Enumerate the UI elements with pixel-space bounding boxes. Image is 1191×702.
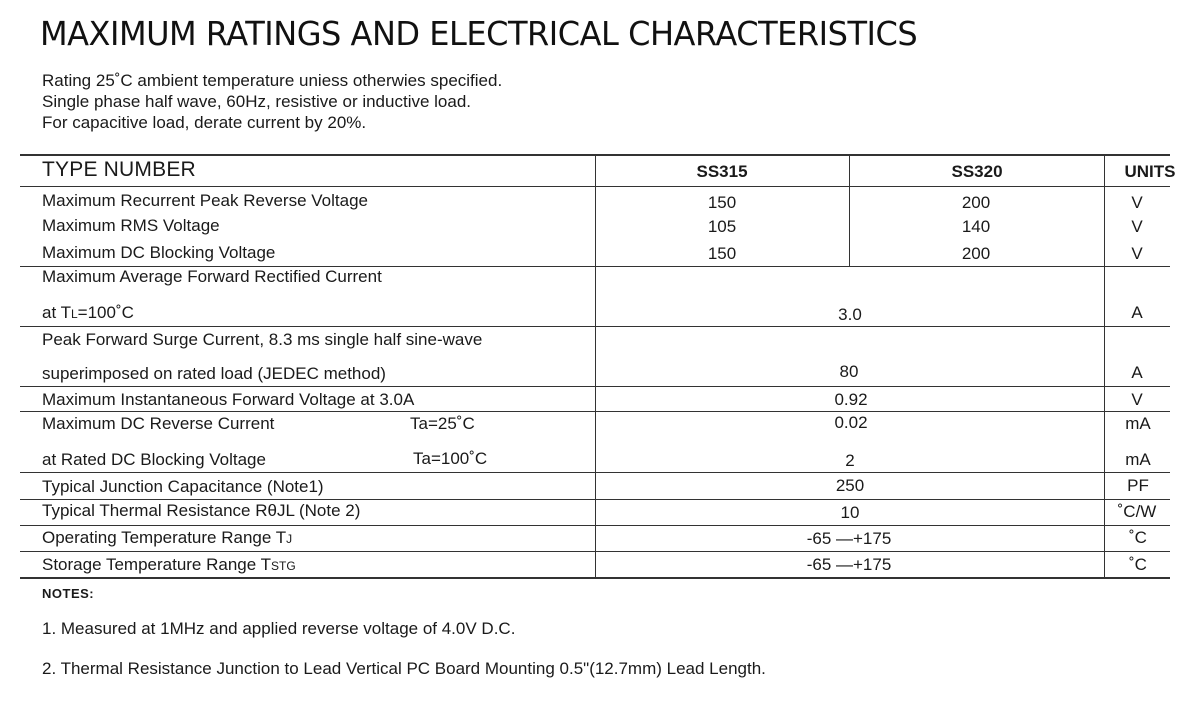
row-unit: PF	[1127, 476, 1149, 495]
header-ss315: SS315	[696, 162, 748, 181]
row-unit: mA	[1125, 450, 1151, 469]
row-unit: A	[1131, 363, 1143, 382]
row-condition: Ta=100˚C	[413, 449, 488, 468]
row-unit: V	[1131, 217, 1143, 236]
intro-conditions	[42, 70, 502, 133]
row-value: 0.92	[834, 390, 868, 409]
header-ss320: SS320	[951, 162, 1003, 181]
intro-line: Rating 25˚C ambient temperature uniess otherwies specified.	[42, 71, 503, 90]
row-label-line2: at Rated DC Blocking Voltage	[42, 450, 266, 469]
row-unit: V	[1131, 193, 1143, 212]
intro-line: Single phase half wave, 60Hz, resistive or inductive load.	[42, 92, 472, 111]
table-rule	[595, 155, 596, 578]
header-units: UNITS	[1124, 162, 1176, 181]
row-label	[42, 555, 296, 576]
row-value-ss320: 200	[961, 193, 991, 212]
row-label: Maximum Recurrent Peak Reverse Voltage	[42, 191, 368, 210]
label-text: Storage Temperature Range T	[42, 555, 272, 574]
row-value-ss320: 140	[961, 217, 991, 236]
table-rule	[849, 155, 850, 267]
row-value: 80	[839, 362, 859, 381]
row-label: Maximum DC Reverse Current	[42, 414, 275, 433]
row-label: Typical Junction Capacitance (Note1)	[42, 477, 324, 496]
subscript-text: L	[70, 307, 78, 321]
row-value-ss320: 200	[961, 244, 991, 263]
table-rule	[1104, 155, 1105, 578]
note-item: 1. Measured at 1MHz and applied reverse voltage of 4.0V D.C.	[42, 619, 516, 638]
note-item: 2. Thermal Resistance Junction to Lead Vertical PC Board Mounting 0.5"(12.7mm) Lead Length.	[42, 659, 766, 678]
row-condition: Ta=25˚C	[410, 414, 475, 433]
row-value: -65 —+175	[806, 555, 892, 574]
label-text: at T	[42, 303, 71, 322]
header-type-number: TYPE NUMBER	[42, 158, 196, 181]
row-label: Maximum Instantaneous Forward Voltage at 3.0A	[42, 390, 415, 409]
row-value: 2	[845, 451, 855, 470]
page-title: MAXIMUM RATINGS AND ELECTRICAL CHARACTERISTICS	[40, 14, 918, 53]
row-value-ss315: 150	[707, 193, 737, 212]
label-text: Operating Temperature Range T	[42, 528, 287, 547]
row-value: 250	[835, 476, 865, 495]
row-unit: ˚C	[1129, 555, 1147, 574]
notes-title: NOTES:	[42, 586, 95, 601]
row-value-ss315: 150	[707, 244, 737, 263]
row-label: Maximum DC Blocking Voltage	[42, 243, 276, 262]
row-value-ss315: 105	[707, 217, 737, 236]
row-label	[42, 528, 292, 549]
row-unit: ˚C/W	[1117, 502, 1157, 521]
row-unit: V	[1131, 244, 1143, 263]
row-unit: V	[1131, 390, 1143, 409]
row-label: Maximum RMS Voltage	[42, 216, 220, 235]
row-unit: mA	[1125, 414, 1151, 433]
row-unit: ˚C	[1129, 528, 1147, 547]
row-value: 10	[840, 503, 860, 522]
label-text: =100˚C	[77, 303, 134, 322]
row-label: Typical Thermal Resistance RθJL (Note 2)	[42, 501, 361, 520]
row-label-line2	[42, 303, 134, 324]
subscript-text: STG	[271, 559, 296, 573]
row-label: Maximum Average Forward Rectified Current	[42, 267, 382, 286]
subscript-text: J	[286, 532, 293, 546]
row-value: 0.02	[834, 413, 868, 432]
row-label-line2: superimposed on rated load (JEDEC method)	[42, 364, 386, 383]
intro-line: For capacitive load, derate current by 20%.	[42, 113, 367, 132]
row-value: 3.0	[838, 305, 862, 324]
row-label: Peak Forward Surge Current, 8.3 ms single half sine-wave	[42, 330, 483, 349]
row-unit: A	[1131, 303, 1143, 322]
row-value: -65 —+175	[806, 529, 892, 548]
